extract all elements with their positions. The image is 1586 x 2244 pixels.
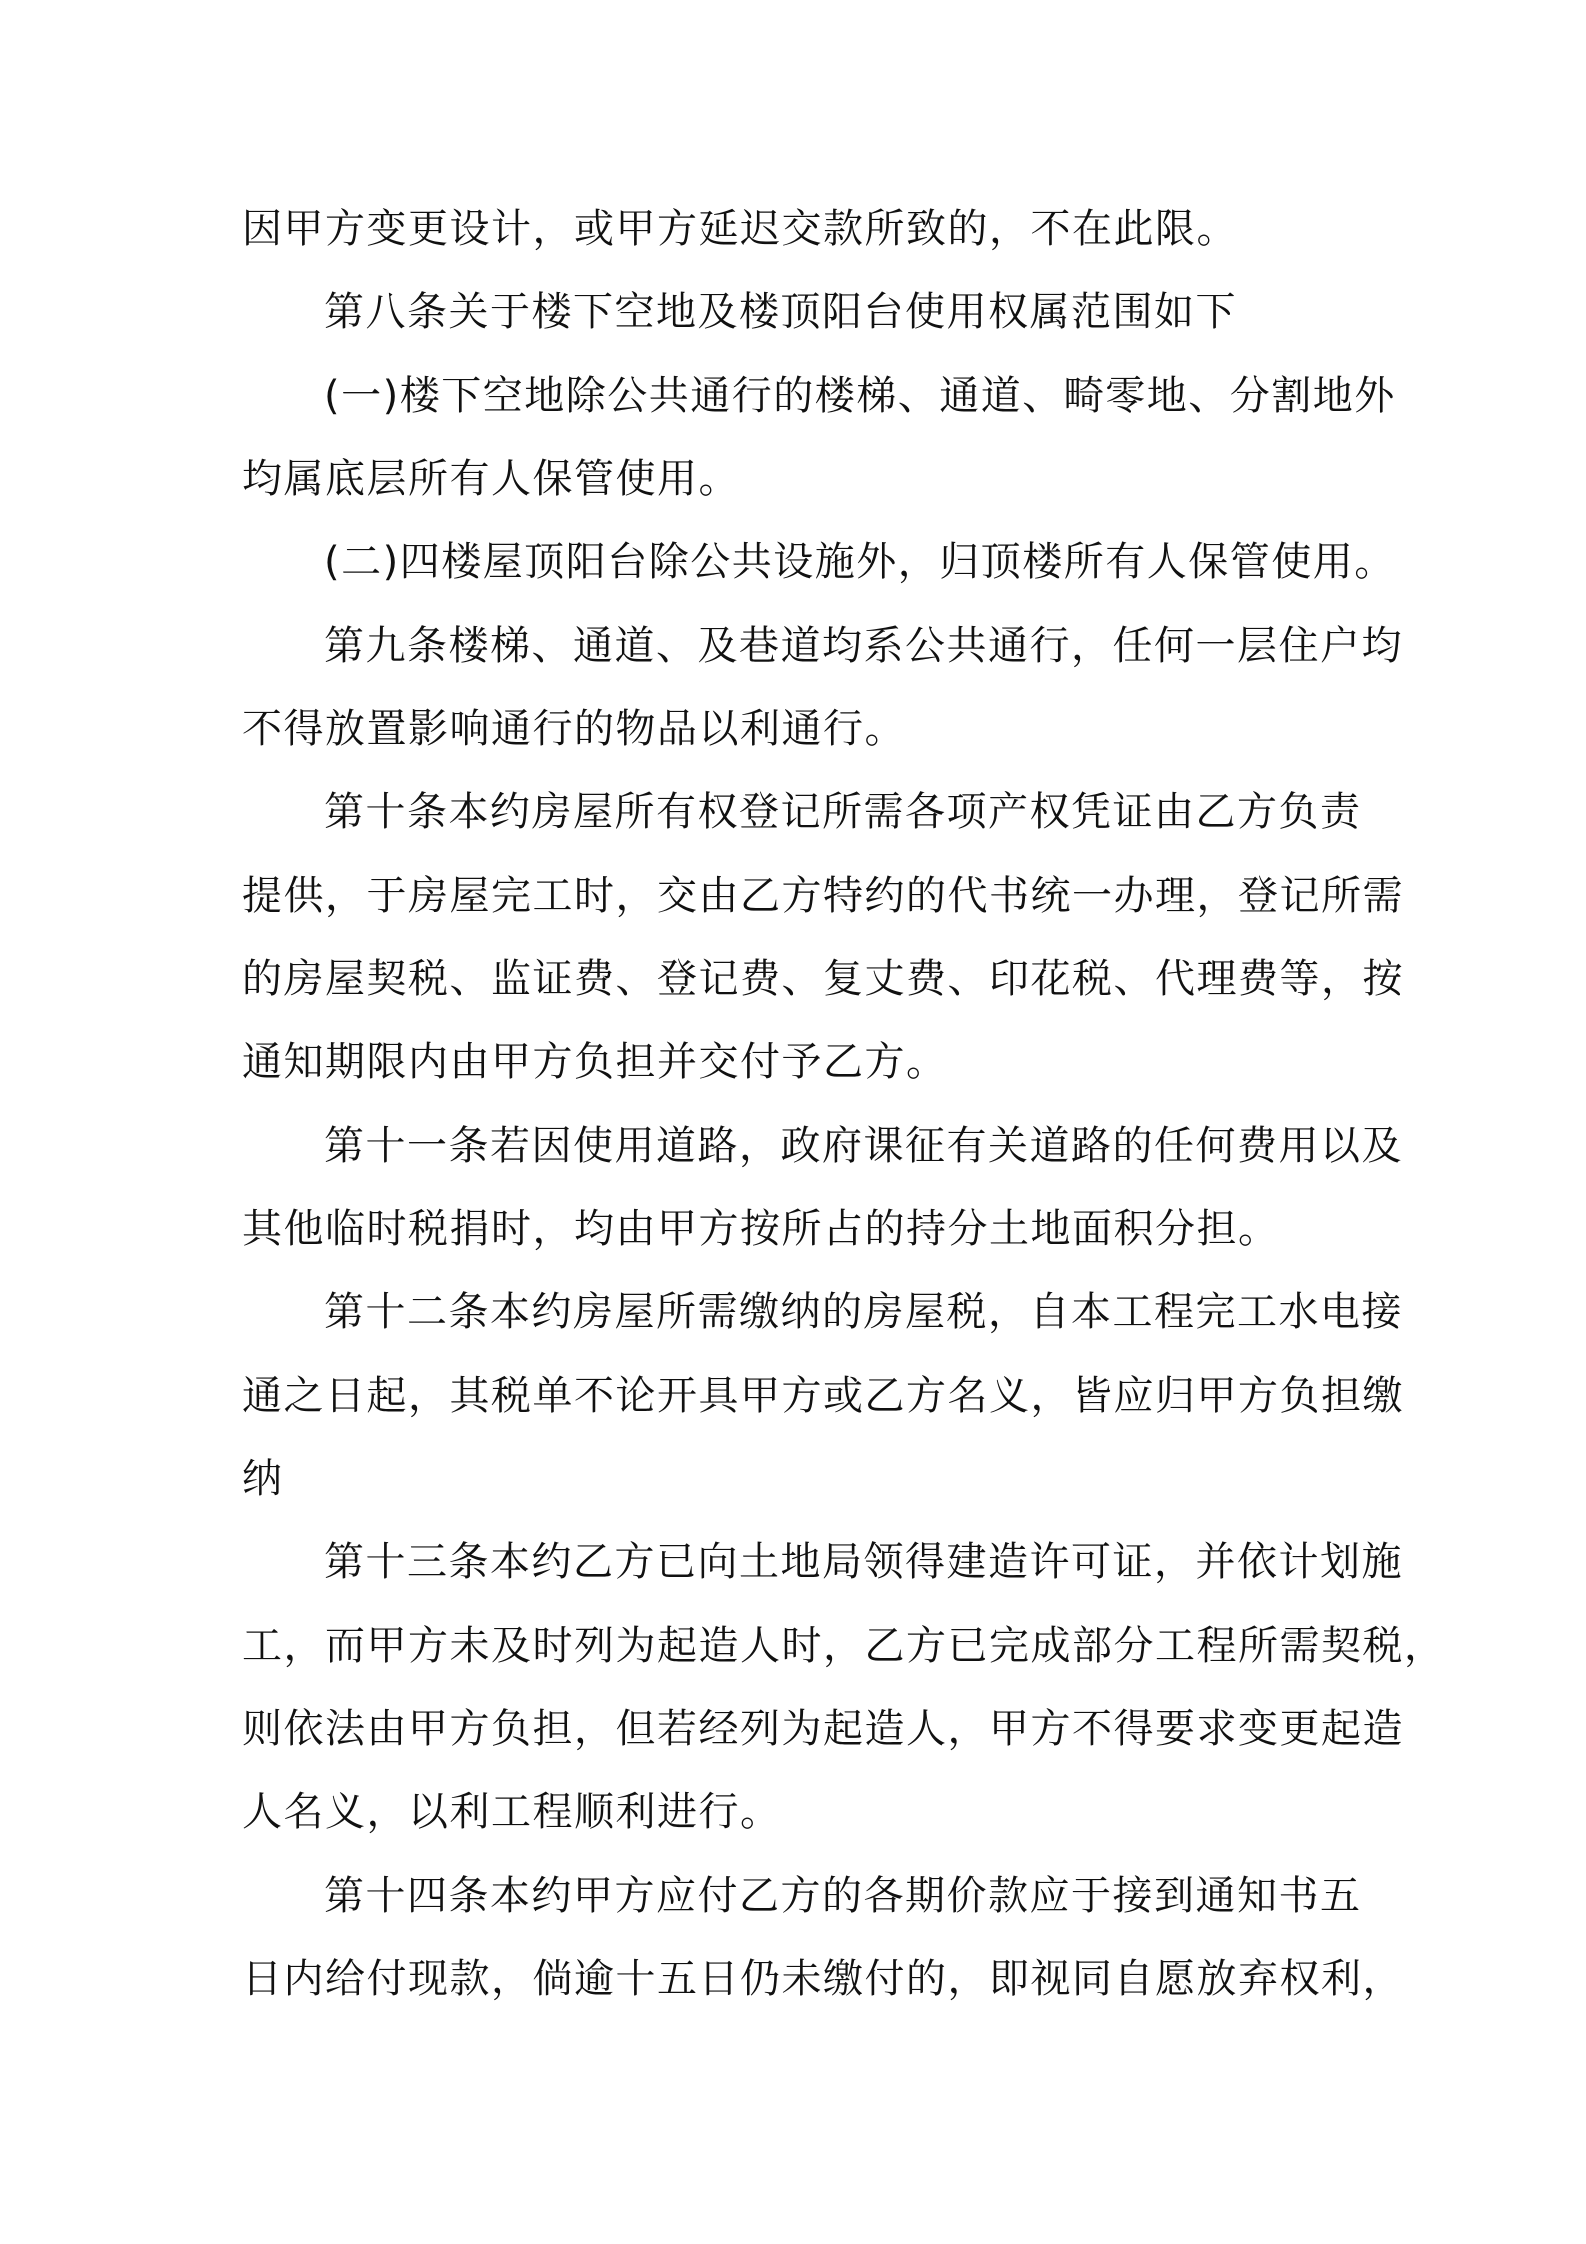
text-line: 其他临时税捐时，均由甲方按所占的持分土地面积分担。	[242, 1206, 1280, 1252]
text-line: 人名义，以利工程顺利进行。	[242, 1789, 782, 1835]
text-line: 提供，于房屋完工时，交由乙方特约的代书统一办理，登记所需	[242, 873, 1404, 919]
text-line: 则依法由甲方负担，但若经列为起造人，甲方不得要求变更起造	[242, 1706, 1404, 1752]
text-line: 通之日起，其税单不论开具甲方或乙方名义，皆应归甲方负担缴	[242, 1373, 1404, 1419]
article-9-start: 第九条楼梯、通道、及巷道均系公共通行，任何一层住户均	[324, 623, 1403, 669]
text-line: 的房屋契税、监证费、登记费、复丈费、印花税、代理费等，按	[242, 956, 1404, 1002]
text-line: 均属底层所有人保管使用。	[242, 456, 740, 502]
text-line: 日内给付现款，倘逾十五日仍未缴付的，即视同自愿放弃权利，	[242, 1956, 1404, 2002]
text-line: 工，而甲方未及时列为起造人时，乙方已完成部分工程所需契税，	[242, 1623, 1446, 1669]
article-11-start: 第十一条若因使用道路，政府课征有关道路的任何费用以及	[324, 1123, 1403, 1169]
text-line: (二)四楼屋顶阳台除公共设施外，归顶楼所有人保管使用。	[324, 539, 1396, 585]
text-line: 通知期限内由甲方负担并交付予乙方。	[242, 1039, 948, 1085]
article-12-start: 第十二条本约房屋所需缴纳的房屋税，自本工程完工水电接	[324, 1289, 1403, 1335]
text-line: (一)楼下空地除公共通行的楼梯、通道、畸零地、分割地外	[324, 373, 1396, 419]
text-line: 不得放置影响通行的物品以利通行。	[242, 706, 906, 752]
article-8-heading: 第八条关于楼下空地及楼顶阳台使用权属范围如下	[324, 289, 1237, 335]
text-line: 因甲方变更设计，或甲方延迟交款所致的，不在此限。	[242, 206, 1238, 252]
article-14-start: 第十四条本约甲方应付乙方的各期价款应于接到通知书五	[324, 1873, 1362, 1919]
text-line: 纳	[242, 1456, 284, 1502]
article-13-start: 第十三条本约乙方已向土地局领得建造许可证，并依计划施	[324, 1539, 1403, 1585]
article-10-start: 第十条本约房屋所有权登记所需各项产权凭证由乙方负责	[324, 789, 1362, 835]
